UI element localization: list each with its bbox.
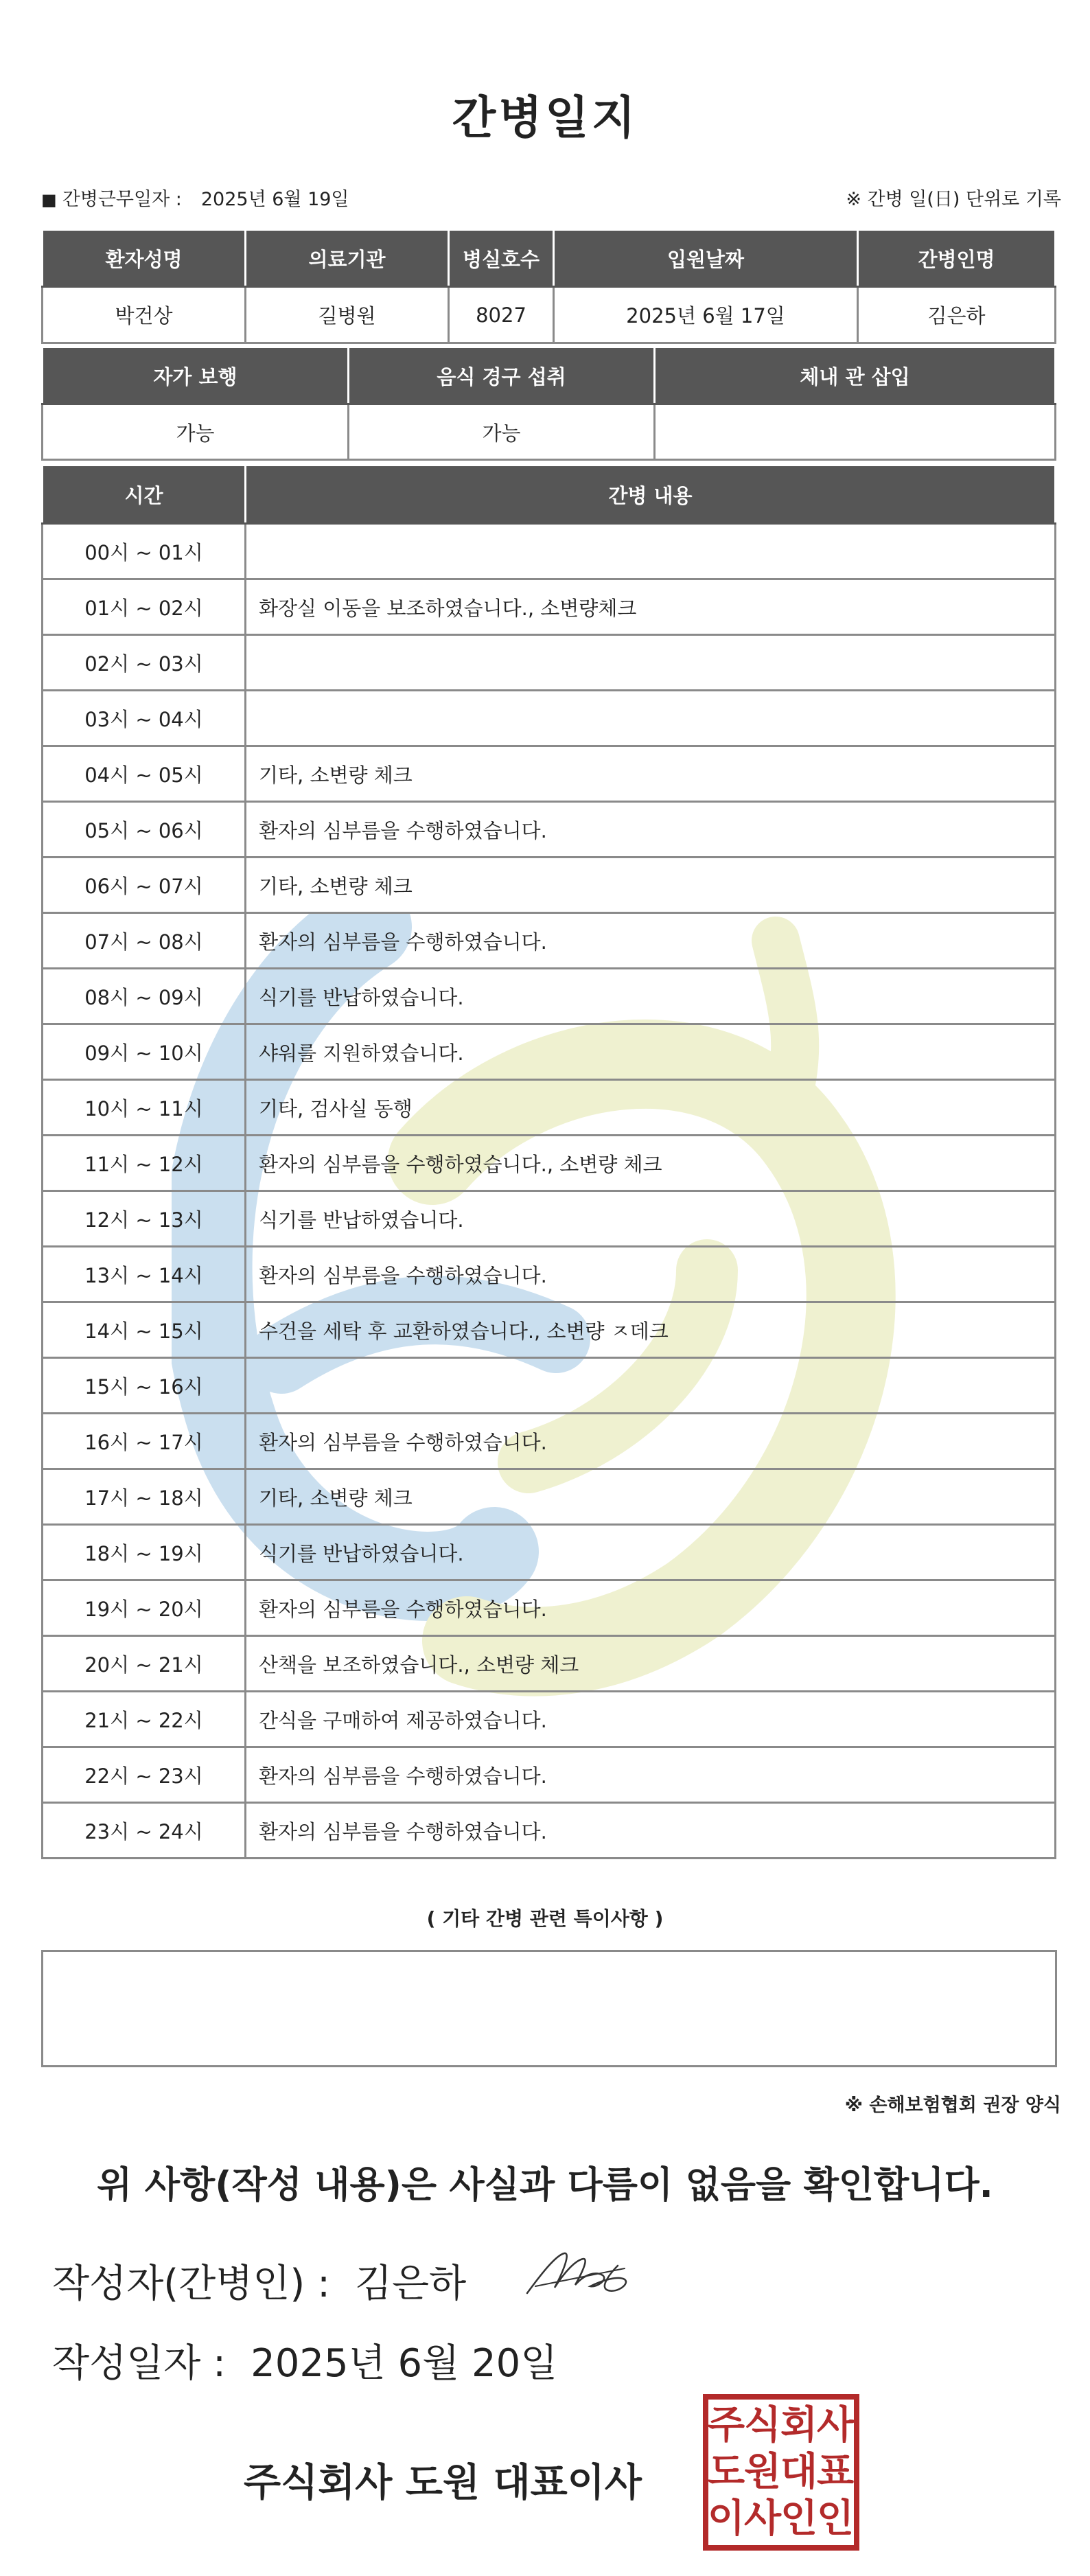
- care-log-row: [43, 1469, 1056, 1525]
- care-log-content: 식기를 반납하였습니다.: [246, 1191, 1056, 1247]
- oral-intake-value: 가능: [349, 404, 655, 460]
- care-log-content: [246, 691, 1056, 746]
- care-log-time: 14시 ~ 15시: [43, 1302, 246, 1358]
- care-log-time: 05시 ~ 06시: [43, 802, 246, 858]
- care-log-time: 08시 ~ 09시: [43, 969, 246, 1024]
- hospital-name: 길병원: [246, 287, 449, 343]
- care-log-row: [43, 1302, 1056, 1358]
- seal-char: 사: [816, 2403, 855, 2448]
- care-log-time: 15시 ~ 16시: [43, 1358, 246, 1414]
- header-hospital: 의료기관: [246, 230, 449, 287]
- care-log-content: [246, 635, 1056, 691]
- care-log-content: 환자의 심부름을 수행하였습니다.: [246, 1747, 1056, 1803]
- care-log-row: [43, 969, 1056, 1024]
- header-self-walking: 자가 보행: [43, 347, 349, 404]
- care-log-row: [43, 1692, 1056, 1747]
- header-admission-date: 입원날짜: [554, 230, 858, 287]
- patient-info-value-row: [43, 287, 1056, 343]
- care-log-row: [43, 635, 1056, 691]
- care-log-content: 수건을 세탁 후 교환하였습니다., 소변량 ㅈ데크: [246, 1302, 1056, 1358]
- care-log-row: [43, 746, 1056, 802]
- header-room-number: 병실호수: [449, 230, 554, 287]
- self-walking-value: 가능: [43, 404, 349, 460]
- care-log-time: 17시 ~ 18시: [43, 1469, 246, 1525]
- confirmation-statement: 위 사항(작성 내용)은 사실과 다름이 없음을 확인합니다.: [97, 2164, 993, 2206]
- care-log-row: [43, 691, 1056, 746]
- care-log-time: 09시 ~ 10시: [43, 1024, 246, 1080]
- company-representative: 주식회사 도원 대표이사: [244, 2461, 642, 2505]
- header-time: 시간: [43, 465, 246, 524]
- care-log-row: [43, 1024, 1056, 1080]
- patient-name: 박건상: [43, 287, 246, 343]
- seal-char: 인: [780, 2496, 818, 2541]
- care-log-content: 기타, 검사실 동행: [246, 1080, 1056, 1136]
- care-log-content: 화장실 이동을 보조하였습니다., 소변량체크: [246, 579, 1056, 635]
- header-care-content: 간병 내용: [246, 465, 1056, 524]
- care-log-time: 23시 ~ 24시: [43, 1803, 246, 1859]
- header-tube-insertion: 체내 관 삽입: [655, 347, 1056, 404]
- square-marker-icon: ■: [41, 190, 57, 209]
- status-value-row: [43, 404, 1056, 460]
- care-log-row: [43, 524, 1056, 579]
- care-log-body: [43, 524, 1056, 1859]
- seal-char: 식: [743, 2403, 782, 2448]
- care-log-content: [246, 524, 1056, 579]
- care-log-time: 01시 ~ 02시: [43, 579, 246, 635]
- care-log-time: 20시 ~ 21시: [43, 1636, 246, 1692]
- handwritten-signature: [522, 2245, 635, 2307]
- writer-line: [52, 2253, 466, 2308]
- written-date-value: 2025년 6월 20일: [251, 2341, 558, 2386]
- care-log-time: 10시 ~ 11시: [43, 1080, 246, 1136]
- care-log-content: 기타, 소변량 체크: [246, 746, 1056, 802]
- care-log-row: [43, 1247, 1056, 1302]
- header-caregiver-name: 간병인명: [858, 230, 1056, 287]
- care-log-row: [43, 1525, 1056, 1580]
- care-log-time: 22시 ~ 23시: [43, 1747, 246, 1803]
- caregiver-name: 김은하: [858, 287, 1056, 343]
- written-date-label: 작성일자 :: [52, 2341, 227, 2386]
- care-log-content: 샤워를 지원하였습니다.: [246, 1024, 1056, 1080]
- care-log-time: 12시 ~ 13시: [43, 1191, 246, 1247]
- care-log-content: 환자의 심부름을 수행하였습니다.: [246, 1803, 1056, 1859]
- care-log-content: 간식을 구매하여 제공하였습니다.: [246, 1692, 1056, 1747]
- care-log-row: [43, 858, 1056, 913]
- care-log-row: [43, 802, 1056, 858]
- care-log-row: [43, 913, 1056, 969]
- seal-char: 표: [816, 2450, 855, 2494]
- care-log-time: 19시 ~ 20시: [43, 1580, 246, 1636]
- work-date-label: 간병근무일자 :: [62, 189, 182, 210]
- care-log-content: [246, 1358, 1056, 1414]
- care-log-time: 00시 ~ 01시: [43, 524, 246, 579]
- care-log-time: 18시 ~ 19시: [43, 1525, 246, 1580]
- care-log-content: 기타, 소변량 체크: [246, 1469, 1056, 1525]
- care-log-time: 06시 ~ 07시: [43, 858, 246, 913]
- care-log-content: 환자의 심부름을 수행하였습니다.: [246, 1580, 1056, 1636]
- seal-char: 주: [707, 2403, 745, 2448]
- work-date-line: [41, 184, 349, 211]
- care-log-time: 07시 ~ 08시: [43, 913, 246, 969]
- care-log-row: [43, 1191, 1056, 1247]
- care-log-content: 산책을 보조하였습니다., 소변량 체크: [246, 1636, 1056, 1692]
- seal-char: 원: [743, 2450, 782, 2494]
- special-notes-title: ( 기타 간병 관련 특이사항 ): [426, 1907, 664, 1930]
- patient-info-header-row: [43, 230, 1056, 287]
- seal-char: 대: [780, 2450, 818, 2494]
- care-log-content: 환자의 심부름을 수행하였습니다.: [246, 1247, 1056, 1302]
- care-log-time: 16시 ~ 17시: [43, 1414, 246, 1469]
- care-log-content: 환자의 심부름을 수행하였습니다.: [246, 1414, 1056, 1469]
- seal-char: 인: [816, 2496, 855, 2541]
- care-log-row: [43, 1358, 1056, 1414]
- care-log-row: [43, 579, 1056, 635]
- care-log-content: 기타, 소변량 체크: [246, 858, 1056, 913]
- form-source-note: ※ 손해보험협회 권장 양식: [844, 2095, 1061, 2116]
- care-log-time: 13시 ~ 14시: [43, 1247, 246, 1302]
- seal-char: 이: [707, 2496, 745, 2541]
- care-log-row: [43, 1414, 1056, 1469]
- care-log-time: 02시 ~ 03시: [43, 635, 246, 691]
- header-patient-name: 환자성명: [43, 230, 246, 287]
- seal-char: 도: [707, 2450, 745, 2494]
- page-title: 간병일지: [452, 91, 638, 144]
- seal-char: 회: [780, 2403, 818, 2448]
- care-log-row: [43, 1136, 1056, 1191]
- care-log-row: [43, 1080, 1056, 1136]
- care-log-row: [43, 1580, 1056, 1636]
- care-log-row: [43, 1747, 1056, 1803]
- care-log-time: 21시 ~ 22시: [43, 1692, 246, 1747]
- seal-char: 사: [743, 2496, 782, 2541]
- tube-insertion-value: [655, 404, 1056, 460]
- care-log-table: [41, 464, 1056, 1859]
- unit-note: ※ 간병 일(日) 단위로 기록: [846, 189, 1061, 210]
- care-log-time: 11시 ~ 12시: [43, 1136, 246, 1191]
- care-log-content: 환자의 심부름을 수행하였습니다.: [246, 913, 1056, 969]
- header-oral-intake: 음식 경구 섭취: [349, 347, 655, 404]
- status-header-row: [43, 347, 1056, 404]
- writer-label: 작성자(간병인) :: [52, 2262, 330, 2306]
- admission-date: 2025년 6월 17일: [554, 287, 858, 343]
- care-log-header-row: [43, 465, 1056, 524]
- care-log-time: 03시 ~ 04시: [43, 691, 246, 746]
- care-log-row: [43, 1803, 1056, 1859]
- care-log-content: 식기를 반납하였습니다.: [246, 1525, 1056, 1580]
- care-log-time: 04시 ~ 05시: [43, 746, 246, 802]
- care-log-row: [43, 1636, 1056, 1692]
- patient-status-table: [41, 346, 1056, 461]
- company-seal-stamp: [701, 2393, 861, 2552]
- work-date-value: 2025년 6월 19일: [200, 189, 349, 210]
- room-number: 8027: [449, 287, 554, 343]
- written-date-line: [52, 2333, 557, 2388]
- care-log-content: 환자의 심부름을 수행하였습니다., 소변량 체크: [246, 1136, 1056, 1191]
- care-log-content: 환자의 심부름을 수행하였습니다.: [246, 802, 1056, 858]
- special-notes-box: [41, 1950, 1057, 2067]
- patient-info-table: [41, 229, 1056, 344]
- writer-name: 김은하: [354, 2262, 467, 2306]
- care-log-content: 식기를 반납하였습니다.: [246, 969, 1056, 1024]
